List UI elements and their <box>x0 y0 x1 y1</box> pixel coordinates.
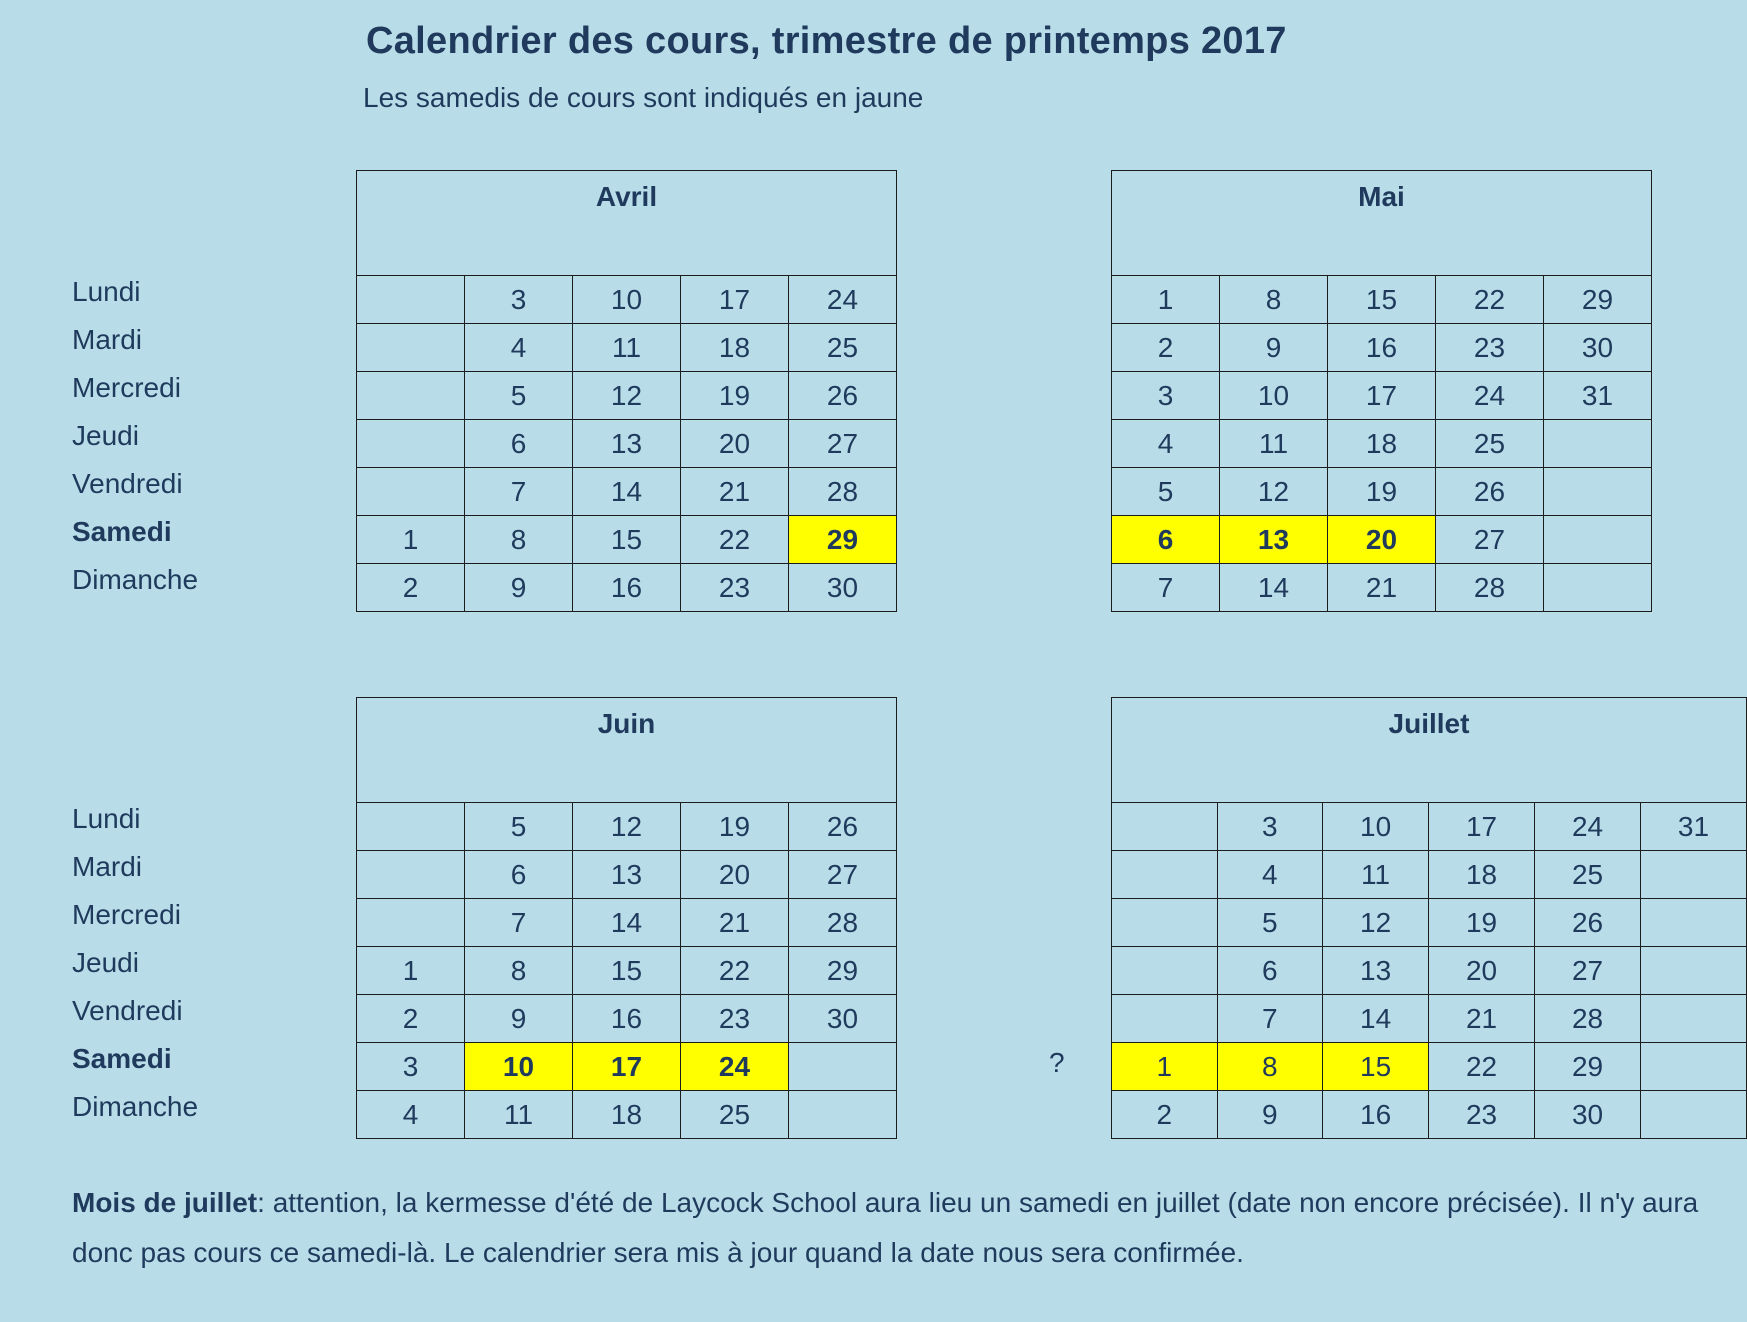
date-cell: 27 <box>789 420 897 468</box>
calendar-row <box>1112 803 1747 851</box>
date-cell <box>357 468 465 516</box>
date-cell: 7 <box>1217 995 1323 1043</box>
date-cell <box>1112 803 1218 851</box>
day-label-saturday: Samedi <box>72 516 172 547</box>
date-cell: 7 <box>465 899 573 947</box>
calendar-row <box>357 516 897 564</box>
date-cell <box>1544 420 1652 468</box>
calendar-row <box>357 324 897 372</box>
date-cell: 29 <box>1535 1043 1641 1091</box>
calendar-row <box>357 564 897 612</box>
date-cell: 21 <box>1328 564 1436 612</box>
date-cell: 4 <box>1217 851 1323 899</box>
date-cell: 24 <box>789 276 897 324</box>
date-cell: 22 <box>681 516 789 564</box>
date-cell: 16 <box>1328 324 1436 372</box>
date-cell: 18 <box>573 1091 681 1139</box>
date-cell: 16 <box>1323 1091 1429 1139</box>
date-cell <box>1641 851 1747 899</box>
date-cell: 17 <box>1429 803 1535 851</box>
day-label-saturday: Samedi <box>72 1043 172 1074</box>
date-cell: 4 <box>465 324 573 372</box>
date-cell: 26 <box>789 803 897 851</box>
date-cell: 27 <box>1535 947 1641 995</box>
date-cell: 26 <box>789 372 897 420</box>
date-cell: 18 <box>1328 420 1436 468</box>
course-saturday-cell: 1 <box>1112 1043 1218 1091</box>
day-label: Vendredi <box>72 995 183 1026</box>
date-cell: 27 <box>1436 516 1544 564</box>
page-subtitle: Les samedis de cours sont indiqués en jaune <box>363 82 924 113</box>
calendar-mai <box>1111 170 1652 612</box>
date-cell: 29 <box>789 947 897 995</box>
date-cell: 28 <box>789 899 897 947</box>
month-header: Avril <box>357 171 897 276</box>
calendar-row <box>1112 1091 1747 1139</box>
date-cell: 5 <box>1112 468 1220 516</box>
calendar-row <box>1112 947 1747 995</box>
date-cell: 3 <box>1112 372 1220 420</box>
date-cell: 8 <box>465 947 573 995</box>
calendar-row <box>357 803 897 851</box>
course-saturday-cell: 8 <box>1217 1043 1323 1091</box>
date-cell <box>357 324 465 372</box>
day-label: Lundi <box>72 803 141 834</box>
date-cell: 30 <box>1544 324 1652 372</box>
date-cell <box>357 372 465 420</box>
calendar-row <box>1112 995 1747 1043</box>
date-cell: 26 <box>1535 899 1641 947</box>
date-cell: 2 <box>357 995 465 1043</box>
month-header: Mai <box>1112 171 1652 276</box>
date-cell: 25 <box>1535 851 1641 899</box>
calendar-juillet <box>1111 697 1747 1139</box>
day-label: Vendredi <box>72 468 183 499</box>
date-cell: 19 <box>681 803 789 851</box>
date-cell: 7 <box>465 468 573 516</box>
date-cell: 28 <box>1436 564 1544 612</box>
date-cell <box>357 420 465 468</box>
date-cell: 30 <box>789 995 897 1043</box>
date-cell <box>789 1091 897 1139</box>
date-cell: 16 <box>573 995 681 1043</box>
day-label: Jeudi <box>72 420 139 451</box>
calendar-row <box>357 372 897 420</box>
date-cell <box>357 899 465 947</box>
date-cell: 22 <box>1429 1043 1535 1091</box>
date-cell: 12 <box>1323 899 1429 947</box>
note-text: : attention, la kermesse d'été de Laycock School aura lieu un samedi en juillet (date non encore précisée). Il n'y aura donc pas cours ce samedi-là. Le calendrier sera mis à jour quand la date nous sera confirmée. <box>72 1187 1699 1268</box>
calendar-row <box>357 995 897 1043</box>
date-cell: 6 <box>465 420 573 468</box>
date-cell: 14 <box>573 899 681 947</box>
date-cell: 25 <box>1436 420 1544 468</box>
date-cell: 23 <box>1436 324 1544 372</box>
date-cell: 17 <box>1328 372 1436 420</box>
note-lead: Mois de juillet <box>72 1187 258 1218</box>
date-cell: 20 <box>1429 947 1535 995</box>
date-cell <box>1112 947 1218 995</box>
day-labels-bottom <box>72 795 198 1131</box>
date-cell: 5 <box>465 803 573 851</box>
date-cell: 20 <box>681 420 789 468</box>
date-cell <box>357 803 465 851</box>
page-title: Calendrier des cours, trimestre de printemps 2017 <box>366 20 1287 62</box>
calendar-row <box>357 420 897 468</box>
date-cell: 31 <box>1544 372 1652 420</box>
date-cell: 14 <box>1323 995 1429 1043</box>
date-cell: 14 <box>573 468 681 516</box>
date-cell: 10 <box>1220 372 1328 420</box>
course-saturday-cell: 29 <box>789 516 897 564</box>
date-cell: 2 <box>357 564 465 612</box>
date-cell: 8 <box>1220 276 1328 324</box>
day-label: Mardi <box>72 324 143 355</box>
date-cell: 11 <box>573 324 681 372</box>
date-cell: 15 <box>573 516 681 564</box>
date-cell: 22 <box>1436 276 1544 324</box>
day-label: Mercredi <box>72 899 181 930</box>
date-cell: 3 <box>465 276 573 324</box>
date-cell: 3 <box>1217 803 1323 851</box>
course-saturday-cell: 24 <box>681 1043 789 1091</box>
day-label: Mercredi <box>72 372 181 403</box>
date-cell: 25 <box>789 324 897 372</box>
date-cell: 2 <box>1112 324 1220 372</box>
calendar-row <box>1112 516 1652 564</box>
date-cell: 4 <box>1112 420 1220 468</box>
course-saturday-cell: 6 <box>1112 516 1220 564</box>
calendar-row <box>1112 468 1652 516</box>
calendar-row <box>1112 564 1652 612</box>
day-label: Dimanche <box>72 1091 199 1122</box>
date-cell: 13 <box>573 420 681 468</box>
date-cell: 16 <box>573 564 681 612</box>
date-cell: 21 <box>681 899 789 947</box>
date-cell: 28 <box>789 468 897 516</box>
date-cell: 20 <box>681 851 789 899</box>
course-saturday-cell: 13 <box>1220 516 1328 564</box>
date-cell: 7 <box>1112 564 1220 612</box>
date-cell: 30 <box>789 564 897 612</box>
calendar-row <box>1112 324 1652 372</box>
date-cell: 5 <box>465 372 573 420</box>
calendar-row <box>1112 276 1652 324</box>
date-cell: 31 <box>1641 803 1747 851</box>
day-label: Jeudi <box>72 947 139 978</box>
date-cell: 21 <box>681 468 789 516</box>
date-cell <box>357 276 465 324</box>
date-cell: 5 <box>1217 899 1323 947</box>
calendar-row <box>357 1043 897 1091</box>
calendar-row <box>357 276 897 324</box>
date-cell: 6 <box>1217 947 1323 995</box>
date-cell: 13 <box>573 851 681 899</box>
date-cell: 24 <box>1535 803 1641 851</box>
calendar-row <box>1112 851 1747 899</box>
date-cell: 14 <box>1220 564 1328 612</box>
date-cell <box>1112 995 1218 1043</box>
date-cell: 10 <box>1323 803 1429 851</box>
day-label: Lundi <box>72 276 141 307</box>
date-cell: 11 <box>1323 851 1429 899</box>
date-cell: 9 <box>465 995 573 1043</box>
date-cell: 12 <box>573 803 681 851</box>
date-cell: 24 <box>1436 372 1544 420</box>
calendar-row <box>357 468 897 516</box>
date-cell: 13 <box>1323 947 1429 995</box>
date-cell: 19 <box>681 372 789 420</box>
date-cell <box>1112 899 1218 947</box>
date-cell: 22 <box>681 947 789 995</box>
date-cell: 11 <box>1220 420 1328 468</box>
date-cell <box>789 1043 897 1091</box>
date-cell <box>1112 851 1218 899</box>
date-cell: 19 <box>1328 468 1436 516</box>
date-cell <box>1641 995 1747 1043</box>
calendar-row <box>357 1091 897 1139</box>
date-cell: 2 <box>1112 1091 1218 1139</box>
course-saturday-cell: 15 <box>1323 1043 1429 1091</box>
date-cell: 30 <box>1535 1091 1641 1139</box>
date-cell: 21 <box>1429 995 1535 1043</box>
date-cell: 6 <box>465 851 573 899</box>
date-cell: 29 <box>1544 276 1652 324</box>
date-cell: 9 <box>1220 324 1328 372</box>
date-cell: 1 <box>357 947 465 995</box>
month-header: Juin <box>357 698 897 803</box>
date-cell <box>1641 947 1747 995</box>
date-cell: 3 <box>357 1043 465 1091</box>
date-cell: 10 <box>573 276 681 324</box>
date-cell: 23 <box>1429 1091 1535 1139</box>
date-cell <box>1544 564 1652 612</box>
date-cell: 9 <box>465 564 573 612</box>
day-label: Mardi <box>72 851 143 882</box>
course-saturday-cell: 17 <box>573 1043 681 1091</box>
date-cell: 12 <box>1220 468 1328 516</box>
calendar-row <box>357 899 897 947</box>
date-cell: 27 <box>789 851 897 899</box>
date-cell <box>1641 1043 1747 1091</box>
calendar-juin <box>356 697 897 1139</box>
calendar-avril <box>356 170 897 612</box>
date-cell <box>357 851 465 899</box>
date-cell: 17 <box>681 276 789 324</box>
date-cell <box>1544 468 1652 516</box>
date-cell: 26 <box>1436 468 1544 516</box>
date-cell: 25 <box>681 1091 789 1139</box>
calendar-row <box>1112 899 1747 947</box>
calendar-row <box>1112 1043 1747 1091</box>
calendar-row <box>357 851 897 899</box>
course-saturday-cell: 20 <box>1328 516 1436 564</box>
date-cell: 18 <box>681 324 789 372</box>
date-cell: 4 <box>357 1091 465 1139</box>
date-cell: 9 <box>1217 1091 1323 1139</box>
date-cell: 15 <box>1328 276 1436 324</box>
date-cell: 15 <box>573 947 681 995</box>
date-cell: 28 <box>1535 995 1641 1043</box>
date-cell: 1 <box>357 516 465 564</box>
date-cell: 23 <box>681 564 789 612</box>
calendar-row <box>1112 372 1652 420</box>
july-date-unknown-mark: ? <box>1049 1047 1065 1078</box>
date-cell <box>1641 899 1747 947</box>
date-cell: 23 <box>681 995 789 1043</box>
date-cell: 18 <box>1429 851 1535 899</box>
day-label: Dimanche <box>72 564 199 595</box>
date-cell: 19 <box>1429 899 1535 947</box>
date-cell: 1 <box>1112 276 1220 324</box>
calendar-row <box>357 947 897 995</box>
date-cell: 8 <box>465 516 573 564</box>
date-cell <box>1641 1091 1747 1139</box>
july-note <box>72 1178 1712 1278</box>
date-cell: 11 <box>465 1091 573 1139</box>
course-saturday-cell: 10 <box>465 1043 573 1091</box>
calendar-row <box>1112 420 1652 468</box>
day-labels-top <box>72 268 198 604</box>
date-cell <box>1544 516 1652 564</box>
date-cell: 12 <box>573 372 681 420</box>
month-header: Juillet <box>1112 698 1747 803</box>
